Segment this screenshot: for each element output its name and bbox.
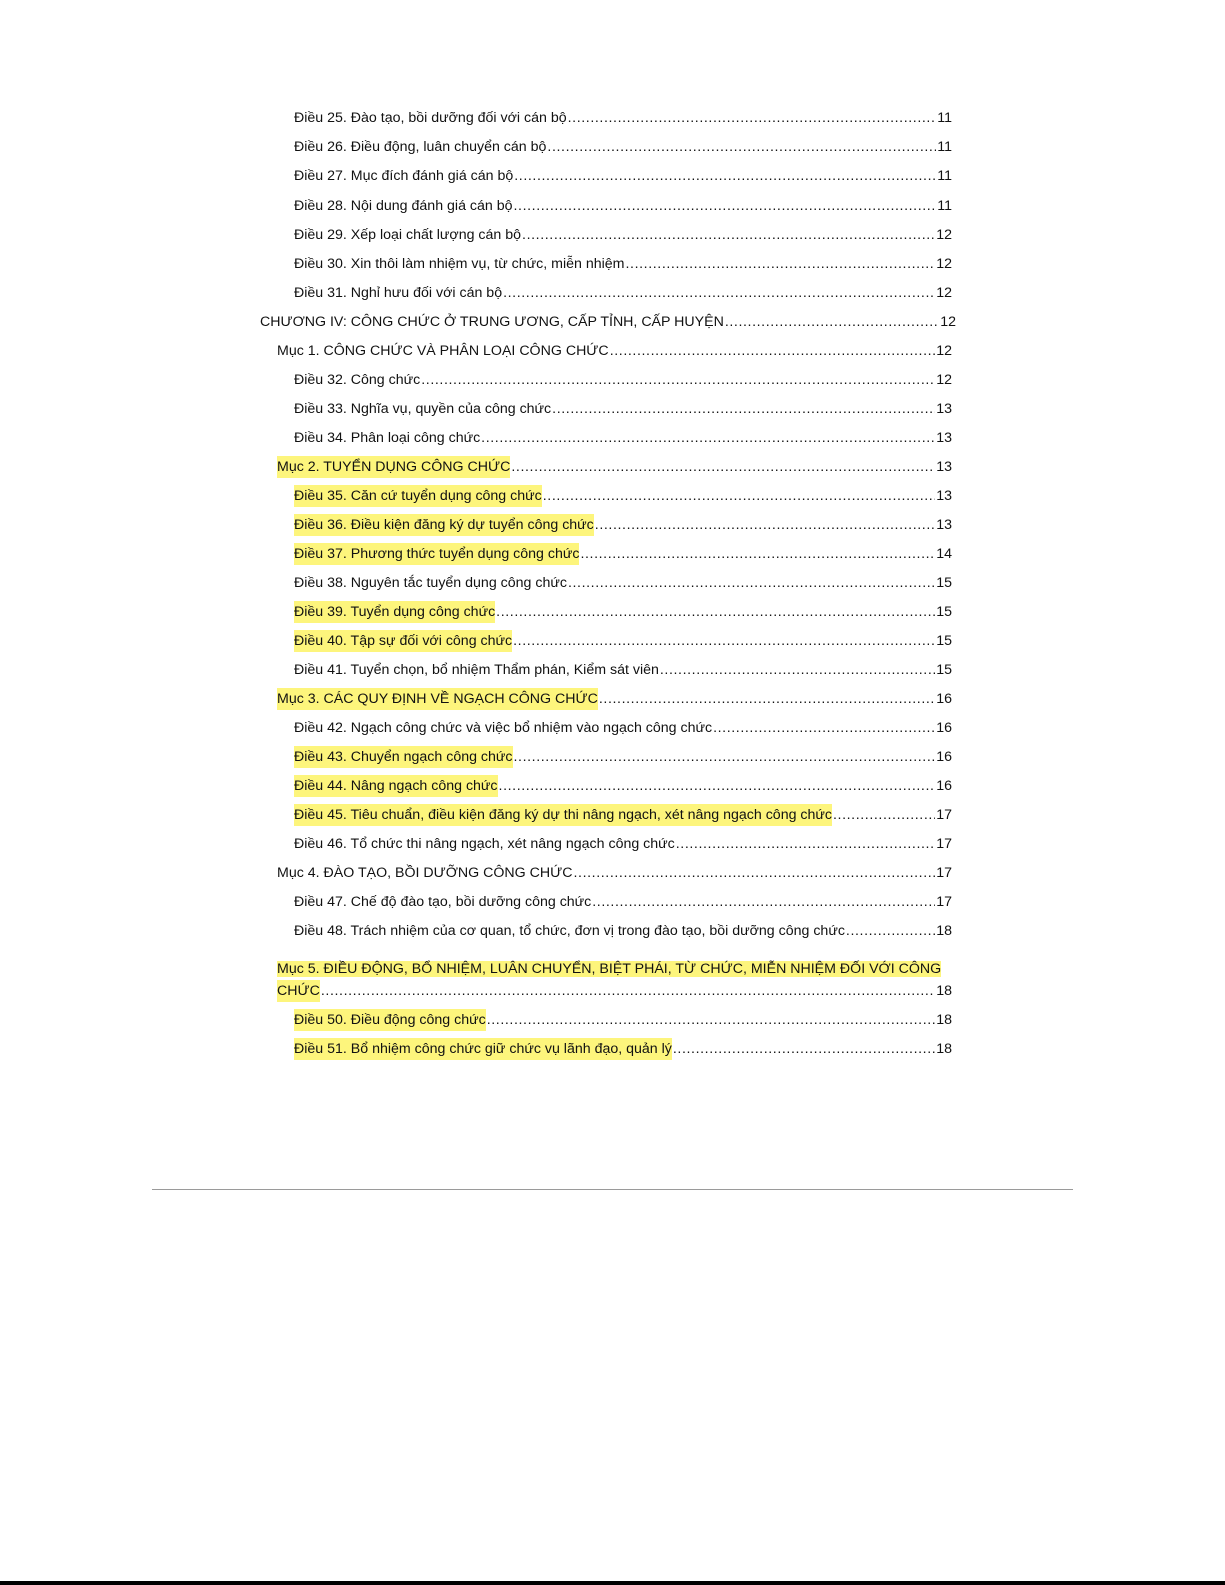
toc-entry-label: CHƯƠNG IV: CÔNG CHỨC Ở TRUNG ƯƠNG, CẤP TỈNH, CẤP HUYỆN (260, 314, 724, 330)
toc-entry[interactable] (294, 572, 952, 594)
toc-entry[interactable] (294, 659, 952, 681)
toc-page-number: 15 (936, 662, 952, 678)
toc-page-number: 12 (936, 372, 952, 388)
toc-page-number: 15 (936, 575, 952, 591)
page-divider (152, 1189, 1073, 1190)
toc-leader (625, 253, 935, 275)
toc-entry[interactable] (294, 833, 952, 855)
toc-entry-label: Điều 45. Tiêu chuẩn, điều kiện đăng ký dự thi nâng ngạch, xét nâng ngạch công chức (294, 804, 832, 826)
toc-leader (513, 630, 935, 652)
toc-page-number: 13 (936, 517, 952, 533)
toc-leader (321, 980, 935, 1002)
toc-entry[interactable] (294, 746, 952, 768)
toc-entry-label: Điều 41. Tuyển chọn, bổ nhiệm Thẩm phán, Kiểm sát viên (294, 662, 659, 678)
toc-entry[interactable] (294, 804, 952, 826)
toc-page-number: 17 (936, 865, 952, 881)
toc-entry-label: Điều 30. Xin thôi làm nhiệm vụ, từ chức, miễn nhiệm (294, 256, 625, 272)
toc-page-number: 15 (936, 633, 952, 649)
toc-leader (673, 1038, 935, 1060)
toc-entry-label: Điều 34. Phân loại công chức (294, 430, 481, 446)
toc-entry[interactable] (294, 253, 952, 275)
toc-page-number: 18 (936, 923, 952, 939)
toc-page-number: 18 (936, 1041, 952, 1057)
toc-section-entry[interactable] (277, 958, 952, 1002)
toc-entry-label: Mục 2. TUYỂN DỤNG CÔNG CHỨC (277, 456, 510, 478)
toc-entry-label: Điều 38. Nguyên tắc tuyển dụng công chức (294, 575, 567, 591)
toc-entry[interactable] (294, 195, 952, 217)
toc-page-number: 16 (936, 749, 952, 765)
toc-entry-label: Mục 4. ĐÀO TẠO, BỒI DƯỠNG CÔNG CHỨC (277, 865, 573, 881)
toc-entry[interactable] (294, 920, 952, 942)
toc-entry-label: Điều 26. Điều động, luân chuyển cán bộ (294, 139, 547, 155)
toc-leader (522, 224, 935, 246)
toc-leader (514, 165, 936, 187)
toc-entry-label: Điều 48. Trách nhiệm của cơ quan, tổ chức, đơn vị trong đào tạo, bồi dưỡng công chức (294, 923, 845, 939)
toc-entry-label: Mục 5. ĐIỀU ĐỘNG, BỔ NHIỆM, LUÂN CHUYỂN, BIỆT PHÁI, TỪ CHỨC, MIỄN NHIỆM ĐỐI VỚI CÔNG (277, 961, 942, 977)
toc-section-entry[interactable] (277, 862, 952, 884)
toc-entry-label: Điều 37. Phương thức tuyển dụng công chức (294, 543, 579, 565)
toc-page-number: 13 (936, 430, 952, 446)
toc-leader (592, 891, 935, 913)
toc-leader (599, 688, 935, 710)
toc-entry-label: Điều 43. Chuyển ngạch công chức (294, 746, 513, 768)
toc-entry[interactable] (294, 775, 952, 797)
toc-entry[interactable] (294, 543, 952, 565)
toc-entry[interactable] (294, 630, 952, 652)
toc-leader (833, 804, 935, 826)
toc-entry-label: Điều 36. Điều kiện đăng ký dự tuyển công chức (294, 514, 594, 536)
toc-entry-label: Điều 40. Tập sự đối với công chức (294, 630, 512, 652)
toc-entry-label: Điều 27. Mục đích đánh giá cán bộ (294, 168, 514, 184)
toc-entry[interactable] (294, 107, 952, 129)
toc-page-number: 12 (936, 343, 952, 359)
toc-leader (568, 572, 935, 594)
toc-entry-label: Điều 29. Xếp loại chất lượng cán bộ (294, 227, 522, 243)
toc-entry-label-continued: CHỨC (277, 980, 320, 1002)
window-bottom-edge (0, 1581, 1225, 1585)
toc-leader (660, 659, 935, 681)
toc-chapter-entry[interactable] (260, 311, 956, 333)
toc-page-number: 12 (936, 256, 952, 272)
toc-leader (610, 340, 936, 362)
toc-page-number: 17 (936, 807, 952, 823)
toc-leader (514, 746, 936, 768)
toc-leader (713, 717, 935, 739)
toc-leader (543, 485, 935, 507)
toc-leader (580, 543, 935, 565)
toc-entry-label: Điều 33. Nghĩa vụ, quyền của công chức (294, 401, 552, 417)
toc-entry-label: Mục 3. CÁC QUY ĐỊNH VỀ NGẠCH CÔNG CHỨC (277, 688, 598, 710)
toc-entry-label: Điều 32. Công chức (294, 372, 421, 388)
toc-section-entry[interactable] (277, 456, 952, 478)
toc-entry-label: Điều 46. Tổ chức thi nâng ngạch, xét nâng ngạch công chức (294, 836, 675, 852)
toc-page-number: 11 (937, 168, 952, 184)
toc-leader (511, 456, 935, 478)
toc-page-number: 12 (936, 227, 952, 243)
toc-page-number: 17 (936, 894, 952, 910)
toc-page-number: 17 (936, 836, 952, 852)
toc-page-number: 12 (940, 314, 956, 330)
toc-leader (846, 920, 935, 942)
toc-entry-label: Điều 42. Ngạch công chức và việc bổ nhiệm vào ngạch công chức (294, 720, 713, 736)
toc-section-entry[interactable] (277, 688, 952, 710)
toc-entry-label: Điều 31. Nghỉ hưu đối với cán bộ (294, 285, 503, 301)
toc-leader (547, 136, 936, 158)
toc-leader (421, 369, 935, 391)
toc-leader (595, 514, 935, 536)
toc-entry-label: Mục 1. CÔNG CHỨC VÀ PHÂN LOẠI CÔNG CHỨC (277, 343, 609, 359)
toc-leader (552, 398, 935, 420)
toc-entry[interactable] (294, 601, 952, 623)
toc-leader (487, 1009, 936, 1031)
toc-page-number: 18 (936, 1012, 952, 1028)
toc-page-number: 14 (936, 546, 952, 562)
toc-entry-label: Điều 39. Tuyển dụng công chức (294, 601, 495, 623)
toc-page-number: 16 (936, 691, 952, 707)
toc-entry-label: Điều 44. Nâng ngạch công chức (294, 775, 498, 797)
toc-page-number: 12 (936, 285, 952, 301)
toc-page-number: 16 (936, 720, 952, 736)
toc-leader (676, 833, 935, 855)
toc-leader (725, 311, 939, 333)
toc-page-number: 13 (936, 488, 952, 504)
toc-entry[interactable] (294, 1038, 952, 1060)
toc-leader (574, 862, 936, 884)
toc-leader (568, 107, 937, 129)
toc-entry[interactable] (294, 485, 952, 507)
toc-entry-label: Điều 50. Điều động công chức (294, 1009, 486, 1031)
toc-entry-label: Điều 51. Bổ nhiệm công chức giữ chức vụ lãnh đạo, quản lý (294, 1038, 672, 1060)
toc-page-number: 11 (937, 198, 952, 214)
toc-leader (514, 195, 937, 217)
toc-entry[interactable] (294, 717, 952, 739)
toc-leader (481, 427, 935, 449)
toc-entry-label: Điều 25. Đào tạo, bồi dưỡng đối với cán bộ (294, 110, 567, 126)
toc-entry[interactable] (294, 398, 952, 420)
toc-entry[interactable] (294, 514, 952, 536)
toc-leader (499, 775, 936, 797)
toc-page-number: 13 (936, 459, 952, 475)
toc-entry[interactable] (294, 369, 952, 391)
toc-entry-label: Điều 28. Nội dung đánh giá cán bộ (294, 198, 513, 214)
toc-page-number: 16 (936, 778, 952, 794)
toc-entry[interactable] (294, 136, 952, 158)
toc-page-number: 11 (937, 110, 952, 126)
toc-page-number: 15 (936, 604, 952, 620)
toc-page-number: 13 (936, 401, 952, 417)
toc-entry[interactable] (294, 282, 952, 304)
toc-entry[interactable] (294, 224, 952, 246)
toc-entry[interactable] (294, 891, 952, 913)
toc-entry[interactable] (294, 165, 952, 187)
toc-leader (496, 601, 935, 623)
toc-page-number: 11 (937, 139, 952, 155)
toc-entry[interactable] (294, 1009, 952, 1031)
toc-leader (503, 282, 935, 304)
toc-entry[interactable] (294, 427, 952, 449)
toc-entry-label: Điều 35. Căn cứ tuyển dụng công chức (294, 485, 542, 507)
toc-entry-label: Điều 47. Chế độ đào tạo, bồi dưỡng công chức (294, 894, 592, 910)
toc-page-number: 18 (936, 983, 952, 999)
toc-section-entry[interactable] (277, 340, 952, 362)
